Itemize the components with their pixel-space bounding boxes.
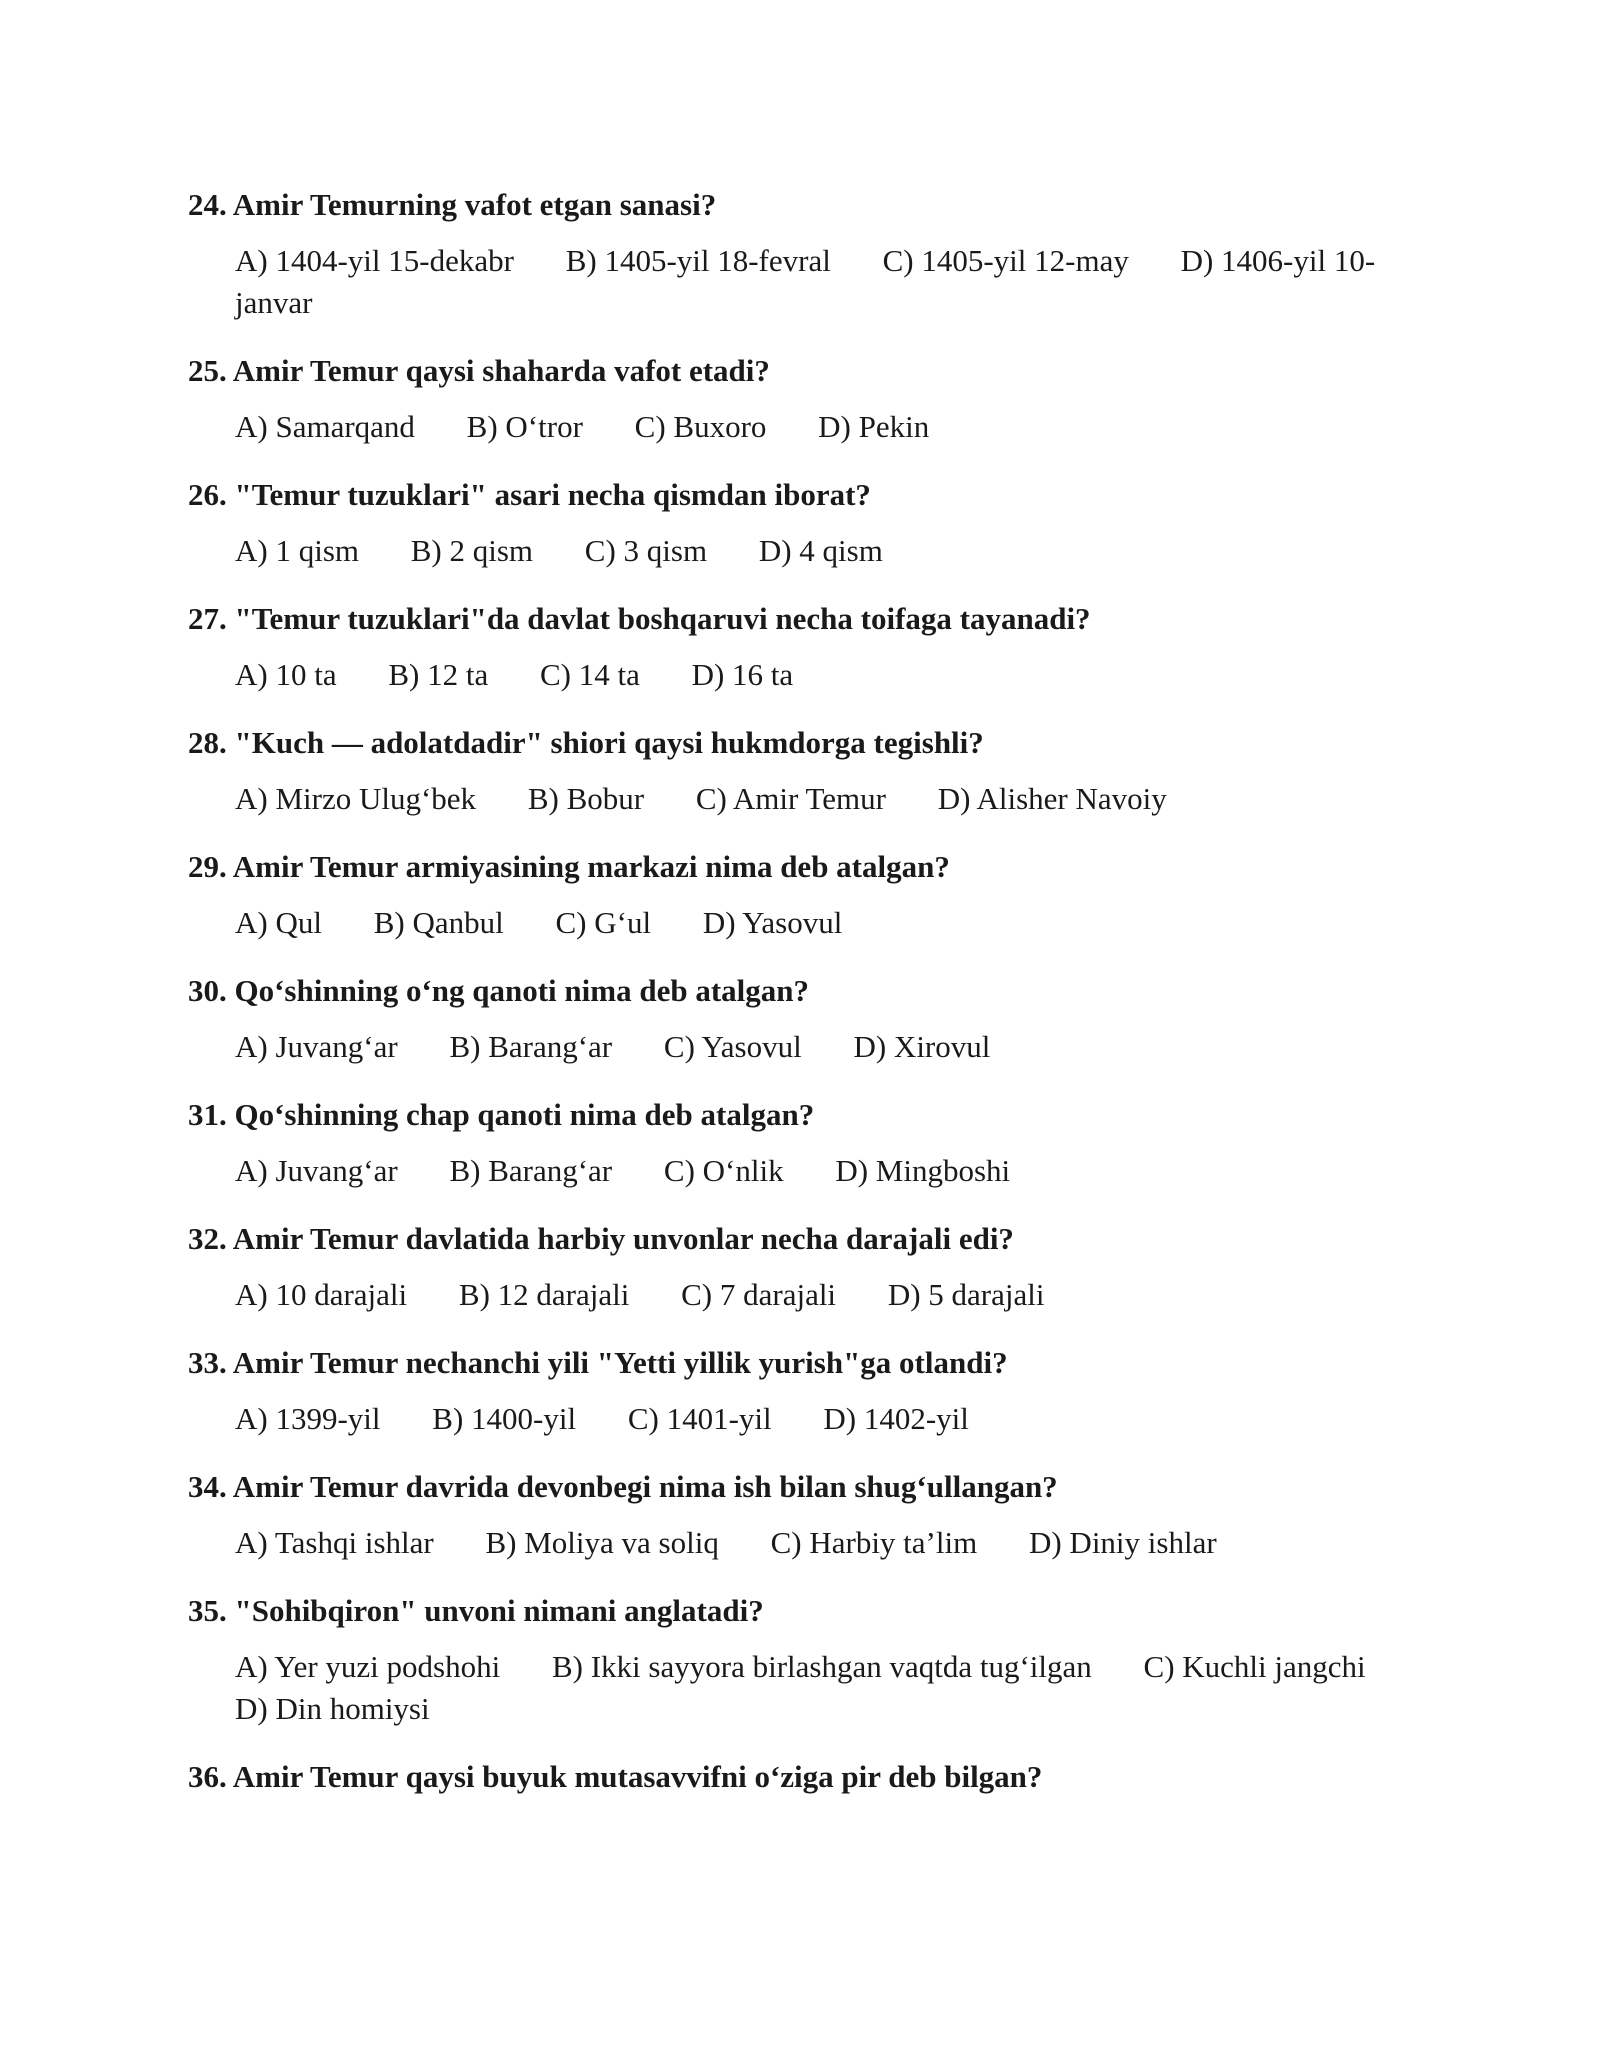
question-title: 34. Amir Temur davrida devonbegi nima ish bilan shug‘ullangan? bbox=[188, 1469, 1058, 1504]
option-d: D) 1402-yil bbox=[823, 1401, 969, 1436]
option-a: A) 1 qism bbox=[235, 533, 359, 568]
option-a: A) Yer yuzi podshohi bbox=[235, 1649, 501, 1684]
option-a: A) 10 ta bbox=[235, 657, 337, 692]
option-d: D) 16 ta bbox=[691, 657, 794, 692]
option-d: D) 1406-yil 10-janvar bbox=[235, 243, 1376, 320]
option-b: B) Barang‘ar bbox=[449, 1153, 613, 1188]
option-c: C) 1405-yil 12-may bbox=[882, 243, 1129, 278]
answer-options bbox=[188, 1026, 1418, 1068]
question-31 bbox=[188, 1094, 1418, 1192]
question-29 bbox=[188, 846, 1418, 944]
question-30 bbox=[188, 970, 1418, 1068]
question-33 bbox=[188, 1342, 1418, 1440]
option-c: C) 3 qism bbox=[584, 533, 708, 568]
question-title: 28. "Kuch — adolatdadir" shiori qaysi hukmdorga tegishli? bbox=[188, 725, 984, 760]
option-c: C) Amir Temur bbox=[695, 781, 886, 816]
answer-options bbox=[188, 530, 1418, 572]
option-b: B) Ikki sayyora birlashgan vaqtda tug‘ilgan bbox=[551, 1649, 1092, 1684]
question-title: 32. Amir Temur davlatida harbiy unvonlar necha darajali edi? bbox=[188, 1221, 1014, 1256]
option-b: B) Moliya va soliq bbox=[485, 1525, 719, 1560]
question-35 bbox=[188, 1590, 1418, 1730]
option-b: B) O‘tror bbox=[466, 409, 583, 444]
question-title: 25. Amir Temur qaysi shaharda vafot etadi? bbox=[188, 353, 770, 388]
option-c: C) G‘ul bbox=[555, 905, 652, 940]
question-27 bbox=[188, 598, 1418, 696]
answer-options bbox=[188, 1522, 1418, 1564]
option-a: A) 1404-yil 15-dekabr bbox=[235, 243, 514, 278]
option-a: A) Juvang‘ar bbox=[235, 1029, 398, 1064]
question-title: 24. Amir Temurning vafot etgan sanasi? bbox=[188, 187, 717, 222]
question-24 bbox=[188, 184, 1418, 324]
option-d: D) Yasovul bbox=[702, 905, 843, 940]
option-b: B) Bobur bbox=[527, 781, 645, 816]
option-a: A) 10 darajali bbox=[235, 1277, 408, 1312]
option-c: C) Harbiy ta’lim bbox=[770, 1525, 978, 1560]
question-title: 36. Amir Temur qaysi buyuk mutasavvifni o‘ziga pir deb bilgan? bbox=[188, 1759, 1043, 1794]
question-title: 29. Amir Temur armiyasining markazi nima deb atalgan? bbox=[188, 849, 950, 884]
option-b: B) 12 ta bbox=[388, 657, 489, 692]
option-b: B) 1400-yil bbox=[432, 1401, 577, 1436]
option-c: C) O‘nlik bbox=[663, 1153, 784, 1188]
option-d: D) 5 darajali bbox=[887, 1277, 1045, 1312]
option-d: D) Alisher Navoiy bbox=[937, 781, 1167, 816]
answer-options bbox=[188, 654, 1418, 696]
option-c: C) Kuchli jangchi bbox=[1143, 1649, 1366, 1684]
answer-options bbox=[188, 1646, 1418, 1730]
answer-options bbox=[188, 1274, 1418, 1316]
option-c: C) 14 ta bbox=[539, 657, 640, 692]
option-a: A) Mirzo Ulug‘bek bbox=[235, 781, 477, 816]
quiz-page bbox=[188, 184, 1418, 1824]
question-26 bbox=[188, 474, 1418, 572]
question-title: 33. Amir Temur nechanchi yili "Yetti yillik yurish"ga otlandi? bbox=[188, 1345, 1008, 1380]
option-c: C) 7 darajali bbox=[681, 1277, 837, 1312]
option-a: A) Samarqand bbox=[235, 409, 415, 444]
question-32 bbox=[188, 1218, 1418, 1316]
question-28 bbox=[188, 722, 1418, 820]
answer-options bbox=[188, 778, 1418, 820]
question-25 bbox=[188, 350, 1418, 448]
question-36 bbox=[188, 1756, 1418, 1798]
option-c: C) 1401-yil bbox=[627, 1401, 772, 1436]
question-title: 30. Qo‘shinning o‘ng qanoti nima deb atalgan? bbox=[188, 973, 810, 1008]
question-title: 31. Qo‘shinning chap qanoti nima deb atalgan? bbox=[188, 1097, 815, 1132]
question-title: 26. "Temur tuzuklari" asari necha qismdan iborat? bbox=[188, 477, 871, 512]
answer-options bbox=[188, 406, 1418, 448]
option-d: D) 4 qism bbox=[758, 533, 883, 568]
option-d: D) Pekin bbox=[818, 409, 930, 444]
option-b: B) 2 qism bbox=[410, 533, 534, 568]
option-b: B) 12 darajali bbox=[458, 1277, 630, 1312]
option-a: A) 1399-yil bbox=[235, 1401, 381, 1436]
option-c: C) Yasovul bbox=[663, 1029, 802, 1064]
option-a: A) Tashqi ishlar bbox=[235, 1525, 434, 1560]
answer-options bbox=[188, 1398, 1418, 1440]
answer-options bbox=[188, 1150, 1418, 1192]
option-a: A) Juvang‘ar bbox=[235, 1153, 398, 1188]
option-a: A) Qul bbox=[235, 905, 322, 940]
question-title: 35. "Sohibqiron" unvoni nimani anglatadi? bbox=[188, 1593, 764, 1628]
option-b: B) Barang‘ar bbox=[449, 1029, 613, 1064]
answer-options bbox=[188, 240, 1418, 324]
answer-options bbox=[188, 902, 1418, 944]
question-title: 27. "Temur tuzuklari"da davlat boshqaruvi necha toifaga tayanadi? bbox=[188, 601, 1091, 636]
option-b: B) Qanbul bbox=[373, 905, 504, 940]
option-d: D) Din homiysi bbox=[235, 1691, 430, 1726]
option-d: D) Diniy ishlar bbox=[1028, 1525, 1217, 1560]
option-b: B) 1405-yil 18-fevral bbox=[565, 243, 831, 278]
question-34 bbox=[188, 1466, 1418, 1564]
option-d: D) Mingboshi bbox=[835, 1153, 1011, 1188]
option-c: C) Buxoro bbox=[634, 409, 767, 444]
option-d: D) Xirovul bbox=[853, 1029, 991, 1064]
